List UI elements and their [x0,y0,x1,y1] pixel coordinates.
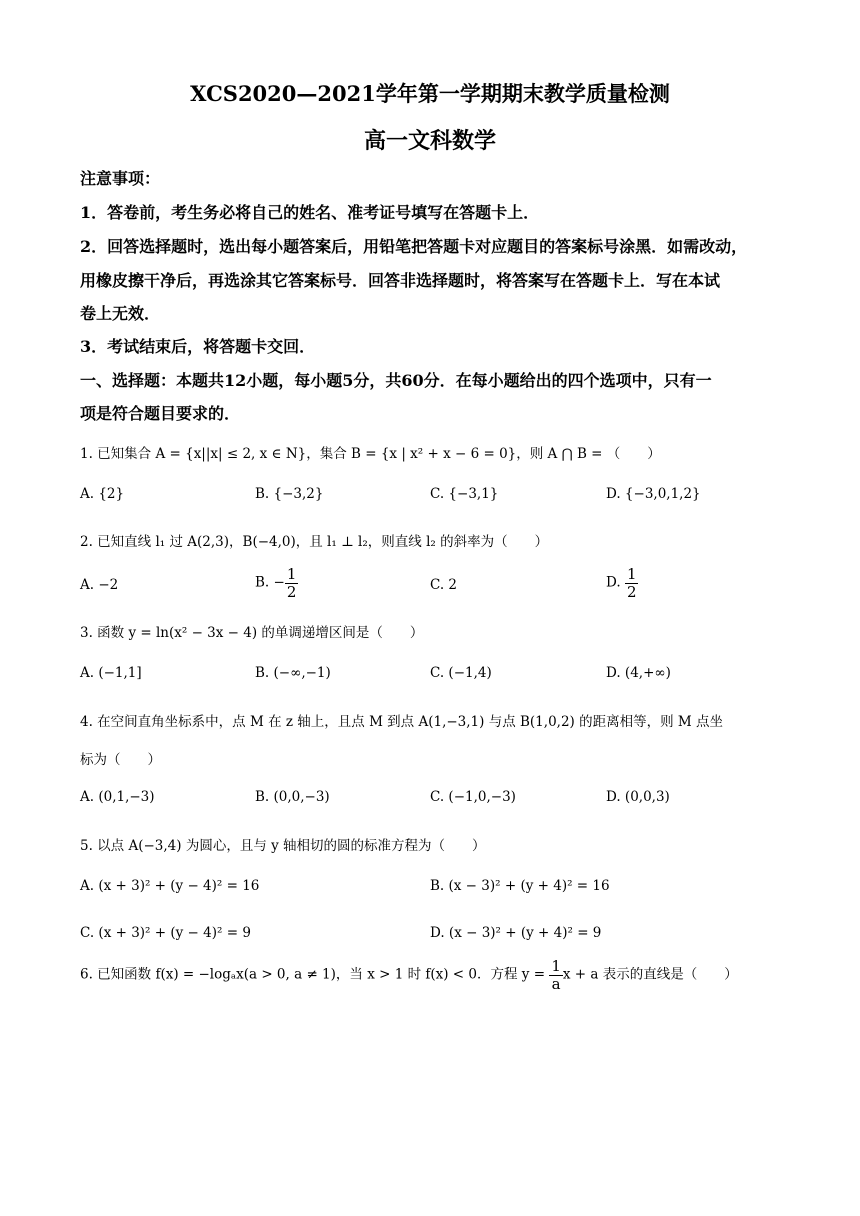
exam-subtitle: 高一文科数学 [363,128,496,154]
question-3-option-b: B. (−∞,−1) [255,665,331,681]
fraction [285,566,299,600]
question-1-option-b: B. {−3,2} [255,486,324,502]
question-6-stem-part2: x + a 表示的直线是（ ） [562,966,738,983]
question-2-option-b-label: B. − [255,574,285,591]
notice-item-3: 3．考试结束后，将答题卡交回． [80,337,316,356]
question-6-stem [80,958,780,992]
question-2-option-d [606,566,638,600]
question-5-option-d: D. (x − 3)² + (y + 4)² = 9 [430,925,602,941]
question-2-option-d-label: D. [606,574,625,591]
question-6-stem-part1: 6. 已知函数 f(x) = −logₐx(a > 0, a ≠ 1)，当 x > 1 时 f(x) < 0．方程 y = [80,966,550,983]
question-2-option-c: C. 2 [430,577,458,593]
question-4-option-c: C. (−1,0,−3) [430,789,516,805]
fraction [625,566,639,600]
question-3-stem: 3. 函数 y = ln(x² − 3x − 4) 的单调递增区间是（ ） [80,625,424,641]
fraction-denominator: a [551,974,561,993]
fraction-numerator: 1 [286,565,297,583]
notice-item-2-cont2: 卷上无效． [80,304,161,323]
question-1-option-d: D. {−3,0,1,2} [606,486,701,502]
exam-title: XCS2020—2021学年第一学期期末教学质量检测 [190,81,670,106]
notice-item-1: 1．答卷前，考生务必将自己的姓名、准考证号填写在答题卡上． [80,203,540,222]
question-2-option-a: A. −2 [80,577,119,593]
question-5-stem: 5. 以点 A(−3,4) 为圆心，且与 y 轴相切的圆的标准方程为（ ） [80,838,486,854]
question-4-stem: 4. 在空间直角坐标系中，点 M 在 z 轴上，且点 M 到点 A(1,−3,1) 与点 B(1,0,2) 的距离相等，则 M 点坐 [80,714,723,730]
section-heading-cont: 项是符合题目要求的． [80,404,241,423]
section-heading: 一、选择题：本题共12小题，每小题5分，共60分．在每小题给出的四个选项中，只有一 [80,371,712,390]
question-4-option-b: B. (0,0,−3) [255,789,330,805]
question-3-option-c: C. (−1,4) [430,665,492,681]
question-3-option-d: D. (4,+∞) [606,665,671,681]
fraction-numerator: 1 [551,957,561,975]
fraction-numerator: 1 [626,565,637,583]
notice-item-2-cont: 用橡皮擦干净后，再选涂其它答案标号．回答非选择题时，将答案写在答题卡上．写在本试 [80,271,721,290]
question-4-option-a: A. (0,1,−3) [80,789,155,805]
question-5-option-a: A. (x + 3)² + (y − 4)² = 16 [80,878,260,894]
fraction [549,958,563,992]
fraction-denominator: 2 [626,582,637,601]
question-4-stem-cont: 标为（ ） [80,752,161,768]
question-2-stem: 2. 已知直线 l₁ 过 A(2,3)，B(−4,0)，且 l₁ ⊥ l₂，则直线 l₂ 的斜率为（ ） [80,534,549,550]
question-1-stem: 1. 已知集合 A = {x||x| ≤ 2, x ∈ N}，集合 B = {x | x² + x − 6 = 0}，则 A ⋂ B = （ ） [80,446,661,462]
question-1-option-c: C. {−3,1} [430,486,499,502]
question-5-option-c: C. (x + 3)² + (y − 4)² = 9 [80,925,251,941]
fraction-denominator: 2 [286,582,297,601]
question-1-option-a: A. {2} [80,486,125,502]
notice-item-2: 2．回答选择题时，选出每小题答案后，用铅笔把答题卡对应题目的答案标号涂黑．如需改动， [80,237,748,256]
question-5-option-b: B. (x − 3)² + (y + 4)² = 16 [430,878,610,894]
notice-heading: 注意事项： [80,169,161,188]
question-3-option-a: A. (−1,1] [80,665,142,681]
question-2-option-b [255,566,298,600]
question-4-option-d: D. (0,0,3) [606,789,670,805]
